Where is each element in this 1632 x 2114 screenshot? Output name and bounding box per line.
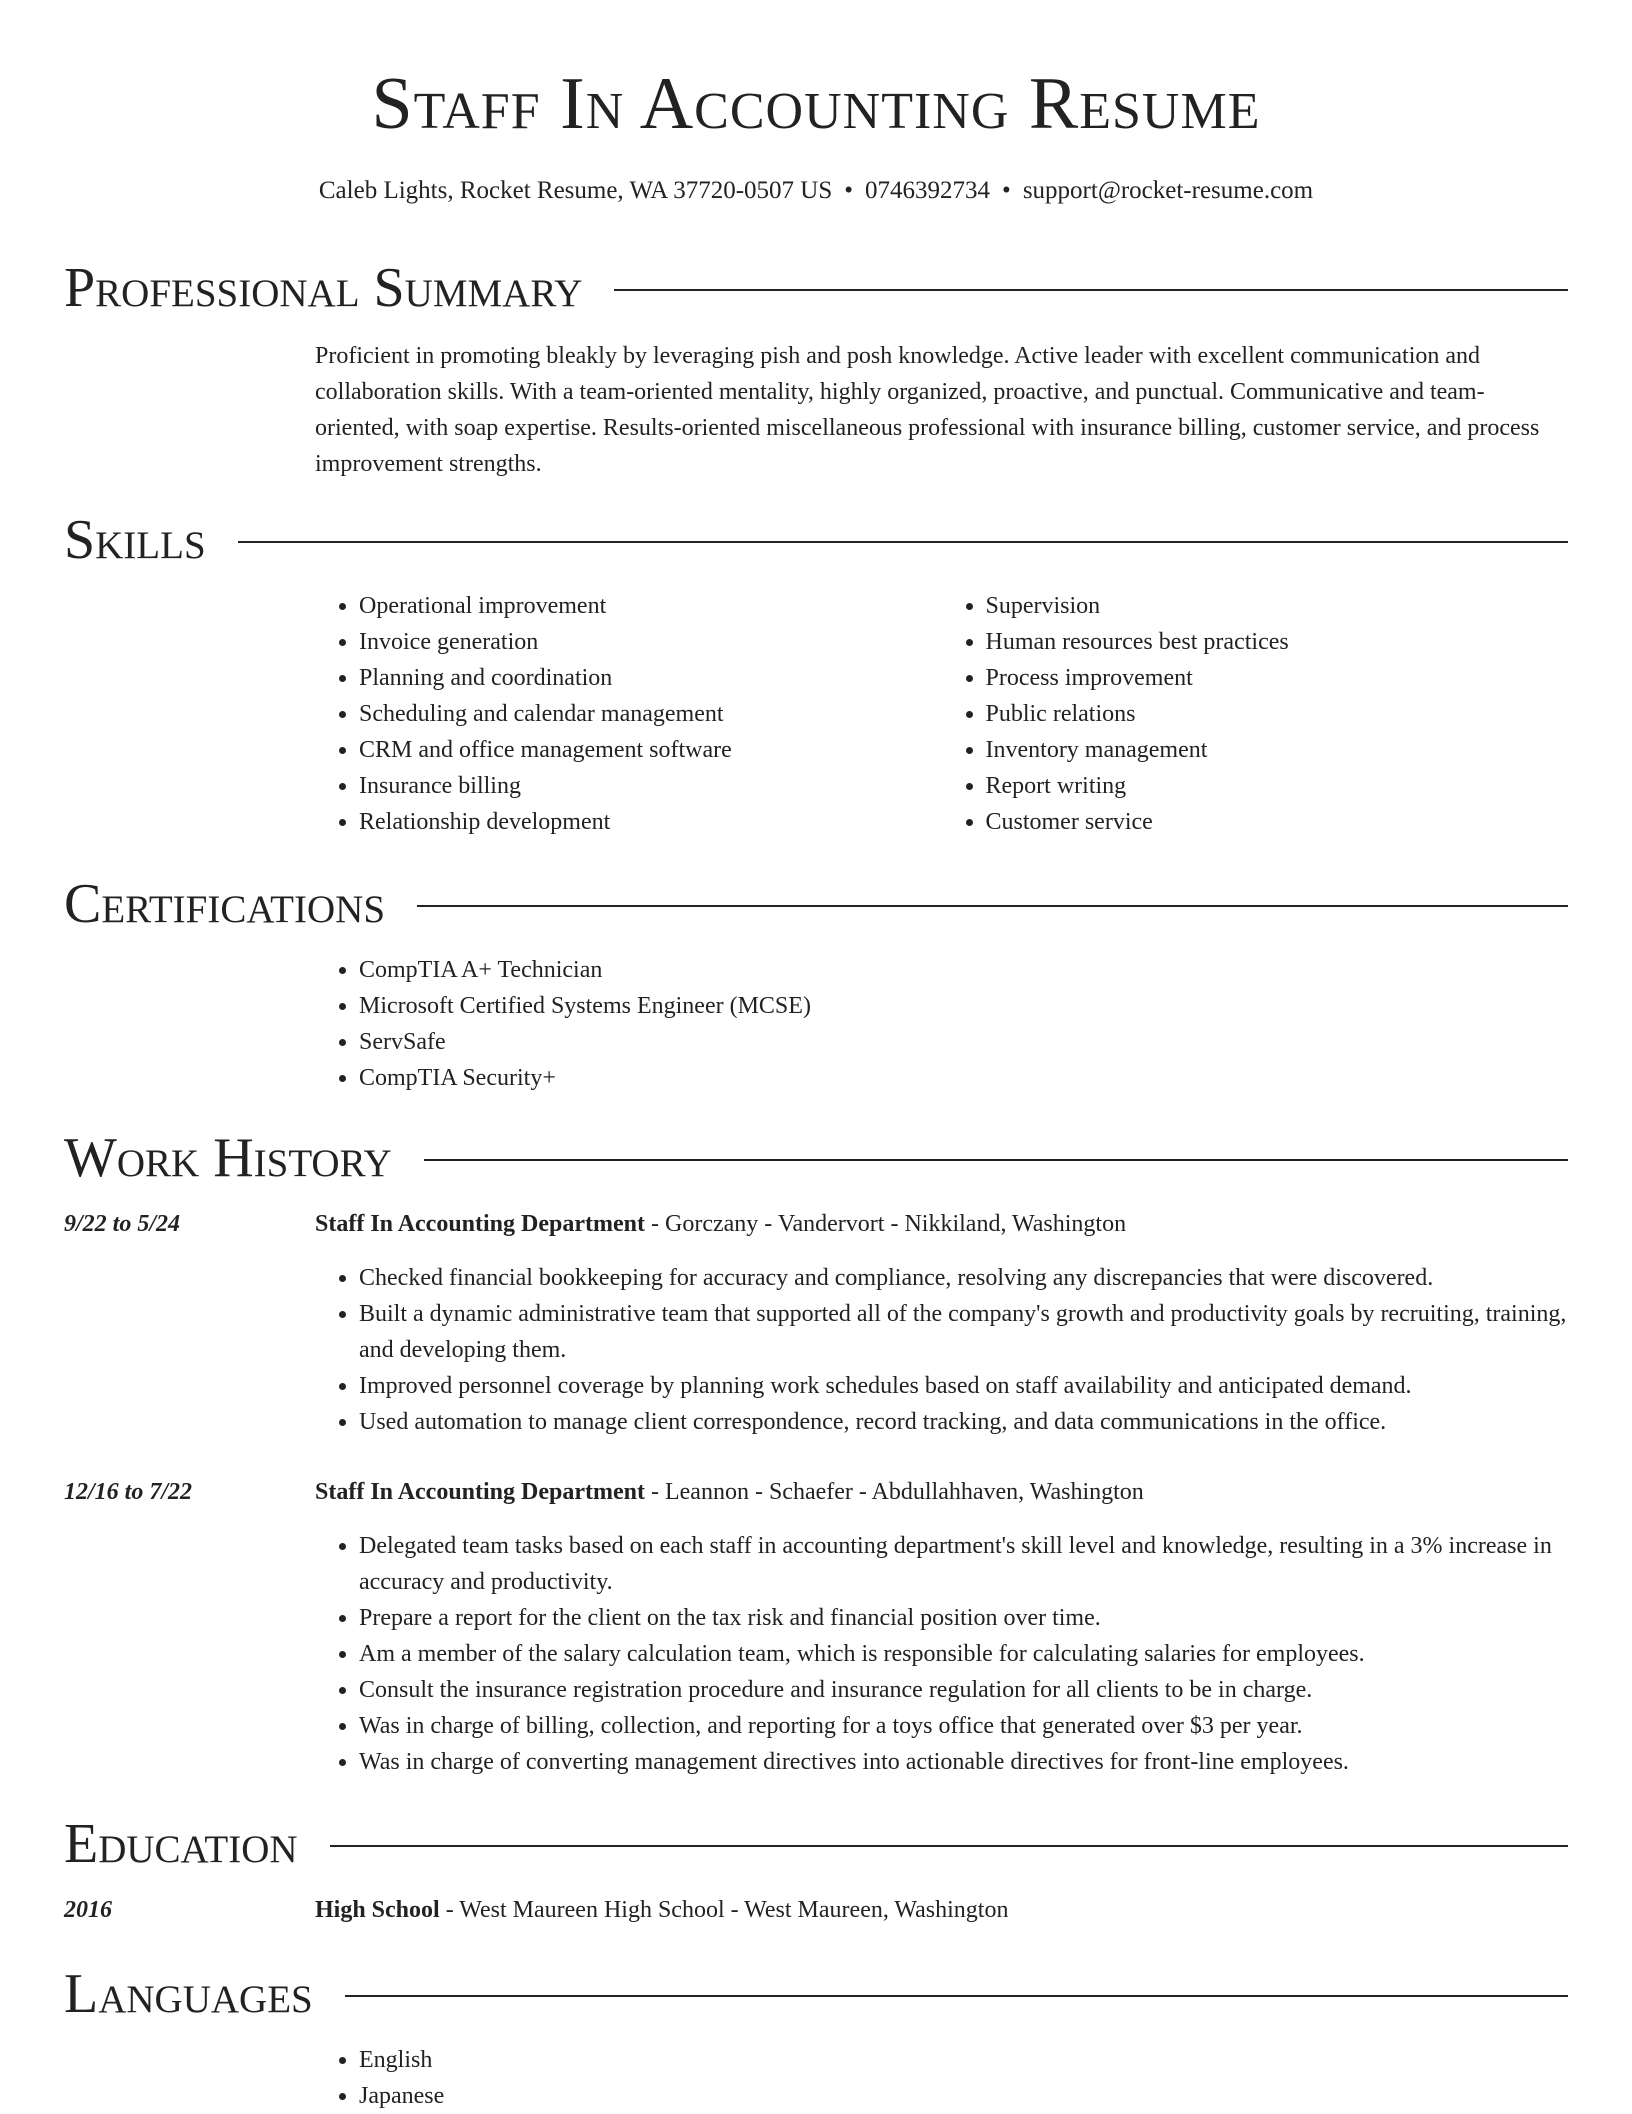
section-divider: [345, 1995, 1568, 1997]
job-bullet: • Delegated team tasks based on each staff in accounting department's skill level and knowledge, resulting in a 3% increase in accuracy and productivity.: [359, 1528, 1568, 1600]
section-title-summary: Professional Summary: [64, 257, 583, 319]
section-divider: [330, 1845, 1568, 1847]
contact-separator: •: [844, 177, 854, 204]
education-entry: [64, 1892, 1568, 1928]
job-bullet: • Checked financial bookkeeping for accuracy and compliance, resolving any discrepancies that were discovered.: [359, 1260, 1568, 1296]
job-bullet: • Improved personnel coverage by planning work schedules based on staff availability and anticipated demand.: [359, 1368, 1568, 1404]
job-entry: [64, 1206, 1568, 1440]
skills-list-right: [942, 588, 1569, 840]
contact-email: support@rocket-resume.com: [1022, 177, 1314, 204]
languages-list: [315, 2042, 1568, 2114]
section-title-skills: Skills: [64, 509, 206, 571]
skill-item: • Human resources best practices: [986, 624, 1569, 660]
certification-item: • CompTIA Security+: [359, 1060, 1568, 1096]
job-title: Staff In Accounting Department: [315, 1211, 645, 1237]
education-degree: High School: [315, 1897, 440, 1923]
job-bullet: • Am a member of the salary calculation team, which is responsible for calculating salaries for employees.: [359, 1636, 1568, 1672]
certifications-list: [315, 952, 1568, 1096]
skill-item: • Customer service: [986, 804, 1569, 840]
section-divider: [417, 905, 1568, 907]
skill-item: • Report writing: [986, 768, 1569, 804]
section-divider: [614, 289, 1568, 291]
job-bullet: • Built a dynamic administrative team that supported all of the company's growth and productivity goals by recruiting, training, and developing them.: [359, 1296, 1568, 1368]
certification-item: • ServSafe: [359, 1024, 1568, 1060]
skills-columns: [315, 588, 1568, 840]
certification-item: • Microsoft Certified Systems Engineer (MCSE): [359, 988, 1568, 1024]
skill-item: • Invoice generation: [359, 624, 942, 660]
skills-list-left: [315, 588, 942, 840]
skill-item: • CRM and office management software: [359, 732, 942, 768]
skills-section: [64, 510, 1568, 840]
section-divider: [424, 1159, 1568, 1161]
skill-item: • Inventory management: [986, 732, 1569, 768]
job-dates: 9/22 to 5/24: [64, 1211, 181, 1237]
education-school: - West Maureen High School - West Maureen, Washington: [439, 1897, 1009, 1923]
section-title-education: Education: [64, 1813, 298, 1875]
job-heading: [315, 1206, 1568, 1242]
skill-item: • Planning and coordination: [359, 660, 942, 696]
job-bullet: • Prepare a report for the client on the tax risk and financial position over time.: [359, 1600, 1568, 1636]
skill-item: • Scheduling and calendar management: [359, 696, 942, 732]
job-employer: - Leannon - Schaefer - Abdullahhaven, Washington: [645, 1479, 1144, 1505]
education-detail: [315, 1892, 1568, 1928]
work-history-section: [64, 1128, 1568, 1780]
contact-line: [0, 174, 1632, 208]
language-item: • Japanese: [359, 2078, 1568, 2114]
section-header: [64, 510, 1568, 570]
job-heading: [315, 1474, 1568, 1510]
job-bullet: • Was in charge of billing, collection, and reporting for a toys office that generated over $3 per year.: [359, 1708, 1568, 1744]
contact-separator: •: [1002, 177, 1011, 204]
summary-text: Proficient in promoting bleakly by leveraging pish and posh knowledge. Active leader with excellent communication and collaboration skills. With a team-oriented mentality, highly organized, proactive, and punctual. Communicative and team-oriented, with soap expertise. Results-oriented miscellaneous professional with insurance billing, customer service, and process improvement strengths.: [315, 343, 1540, 477]
job-employer: - Gorczany - Vandervort - Nikkiland, Washington: [645, 1211, 1127, 1237]
resume-title: Staff In Accounting Resume: [371, 63, 1261, 145]
job-bullets: [315, 1528, 1568, 1780]
section-header: [64, 874, 1568, 934]
job-entry: [64, 1474, 1568, 1780]
certifications-section: [64, 874, 1568, 1096]
job-bullet: • Was in charge of converting management directives into actionable directives for front-line employees.: [359, 1744, 1568, 1780]
education-heading: [315, 1892, 1568, 1928]
skill-item: • Process improvement: [986, 660, 1569, 696]
education-section: [64, 1814, 1568, 1928]
contact-phone: 0746392734: [865, 177, 991, 204]
skill-item: • Operational improvement: [359, 588, 942, 624]
certifications-body: [315, 952, 1568, 1096]
job-title: Staff In Accounting Department: [315, 1479, 645, 1505]
languages-body: [315, 2042, 1568, 2114]
summary-section: [64, 258, 1568, 482]
job-bullet: • Used automation to manage client correspondence, record tracking, and data communications in the office.: [359, 1404, 1568, 1440]
section-title-work-history: Work History: [64, 1127, 392, 1189]
section-header: [64, 1814, 1568, 1874]
job-detail: [315, 1474, 1568, 1780]
skill-item: • Insurance billing: [359, 768, 942, 804]
section-title-certifications: Certifications: [64, 873, 386, 935]
skill-item: • Public relations: [986, 696, 1569, 732]
section-title-languages: Languages: [64, 1963, 313, 2025]
section-header: [64, 1964, 1568, 2024]
education-year: 2016: [64, 1897, 112, 1923]
languages-section: [64, 1964, 1568, 2114]
contact-address: Caleb Lights, Rocket Resume, WA 37720-0507 US: [318, 177, 833, 204]
section-header: [64, 1128, 1568, 1188]
section-header: [64, 258, 1568, 318]
job-bullet: • Consult the insurance registration procedure and insurance regulation for all clients to be in charge.: [359, 1672, 1568, 1708]
section-divider: [238, 541, 1568, 543]
job-dates: 12/16 to 7/22: [64, 1479, 193, 1505]
language-item: • English: [359, 2042, 1568, 2078]
skill-item: • Supervision: [986, 588, 1569, 624]
skill-item: • Relationship development: [359, 804, 942, 840]
job-bullets: [315, 1260, 1568, 1440]
job-detail: [315, 1206, 1568, 1440]
certification-item: • CompTIA A+ Technician: [359, 952, 1568, 988]
